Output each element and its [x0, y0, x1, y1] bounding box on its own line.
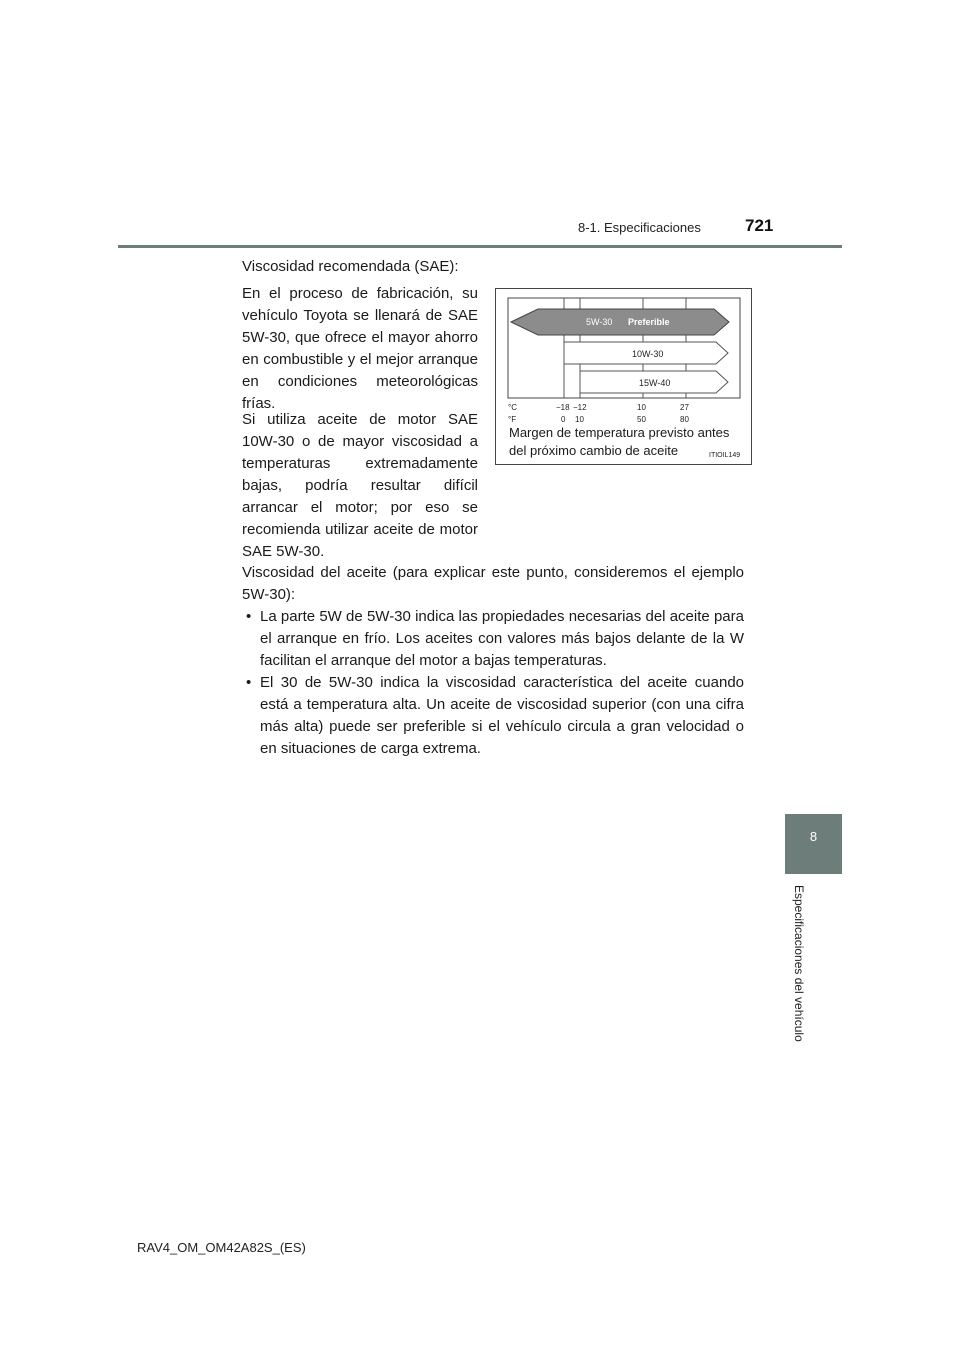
- celsius-unit: °C: [508, 403, 517, 412]
- section-title: 8-1. Especificaciones: [578, 220, 701, 235]
- figure-id: ITIOIL149: [709, 452, 741, 459]
- band-15w40-label: 15W-40: [639, 378, 671, 388]
- figure-caption-line: Margen de temperatura previsto antes: [509, 425, 730, 440]
- celsius-tick: 27: [680, 403, 689, 412]
- chapter-number: 8: [809, 829, 818, 844]
- celsius-tick: −18: [556, 403, 570, 412]
- page-number: 721: [745, 216, 774, 235]
- document-code: RAV4_OM_OM42A82S_(ES): [137, 1240, 306, 1255]
- viscosity-bullet-list: [242, 606, 744, 760]
- figure-caption: [509, 424, 729, 460]
- viscosity-temperature-figure: [495, 288, 752, 465]
- bullet-text: El 30 de 5W-30 indica la viscosidad característica del aceite cuando está a temperatura alta. Un aceite de viscosidad superior (con una cifra más alta) puede ser preferible si el vehículo circula a gran velocidad o en situaciones de carga extrema.: [260, 674, 744, 757]
- celsius-tick: 10: [637, 403, 646, 412]
- fahrenheit-tick: 50: [637, 415, 646, 424]
- celsius-tick: −12: [573, 403, 587, 412]
- band-5w30-tag: Preferible: [628, 317, 670, 327]
- fahrenheit-tick: 80: [680, 415, 689, 424]
- fahrenheit-unit: °F: [508, 415, 517, 424]
- paragraph-factory-fill: En el proceso de fabricación, su vehículo Toyota se llenará de SAE 5W-30, que ofrece el mayor ahorro en combustible y el mejor arranque en condiciones meteorológicas frías.: [242, 285, 478, 412]
- bullet-text: La parte 5W de 5W-30 indica las propiedades necesarias del aceite para el arranque en frío. Los aceites con valores más bajos delante de la W facilitan el arranque del motor a bajas temperaturas.: [260, 608, 744, 669]
- chapter-tab[interactable]: [785, 814, 842, 874]
- header-rule: [118, 245, 842, 248]
- paragraph-cold-start: Si utiliza aceite de motor SAE 10W-30 o de mayor viscosidad a temperaturas extremadamente bajas, podría resultar difícil arrancar el motor; por eso se recomienda utilizar aceite de motor SAE 5W-30.: [242, 411, 478, 560]
- fahrenheit-tick: 0: [561, 415, 566, 424]
- fahrenheit-tick: 10: [575, 415, 584, 424]
- list-item: • La parte 5W de 5W-30 indica las propiedades necesarias del aceite para el arranque en frío. Los aceites con valores más bajos delante de la W facilitan el arranque del motor a bajas temperaturas.: [246, 608, 744, 669]
- intro-text: Viscosidad recomendada (SAE):: [242, 258, 459, 275]
- band-5w30: [511, 309, 729, 335]
- chapter-title: Especificaciones del vehículo: [792, 885, 806, 1042]
- band-5w30-label: 5W-30: [586, 317, 613, 327]
- paragraph-viscosity: Viscosidad del aceite (para explicar este punto, consideremos el ejemplo 5W-30):: [242, 564, 744, 603]
- band-10w30-label: 10W-30: [632, 349, 664, 359]
- list-item: • El 30 de 5W-30 indica la viscosidad característica del aceite cuando está a temperatura alta. Un aceite de viscosidad superior (con una cifra más alta) puede ser preferible si el vehículo circula a gran velocidad o en situaciones de carga extrema.: [246, 674, 744, 757]
- figure-caption-line: del próximo cambio de aceite: [509, 443, 679, 458]
